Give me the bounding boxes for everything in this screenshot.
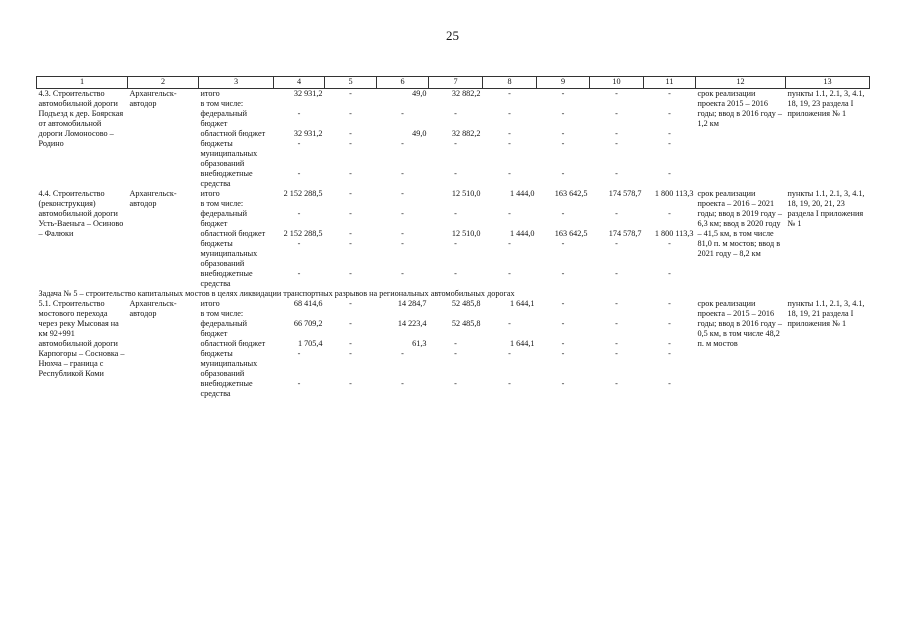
funding-source-label: в том числе:: [200, 99, 244, 108]
indicator-reference: пункты 1.1, 2.1, 3, 4.1, 18, 19, 23 раздела I приложения № 1: [787, 89, 865, 118]
funding-value: -: [561, 379, 565, 388]
funding-value: -: [508, 379, 511, 388]
funding-value: [537, 199, 590, 209]
funding-value: -: [668, 89, 671, 98]
funding-value: -: [668, 169, 671, 178]
funding-value: -: [349, 339, 352, 348]
funding-value: -: [508, 209, 511, 218]
column-header: 9: [537, 77, 590, 89]
funding-value: [483, 199, 537, 209]
funding-value: -: [508, 269, 511, 278]
funding-value: -: [401, 269, 404, 278]
funding-value: [644, 199, 696, 209]
funding-source-label: федеральный бюджет: [200, 319, 248, 338]
funding-value: [377, 309, 429, 319]
column-number-row: [37, 77, 870, 89]
funding-value: -: [454, 209, 457, 218]
funding-value: -: [668, 349, 671, 358]
funding-value: -: [668, 209, 671, 218]
measure-executor: Архангельск-автодор: [129, 299, 177, 318]
funding-value: 32 882,2: [451, 89, 481, 98]
funding-value: -: [349, 379, 352, 388]
funding-value: -: [454, 349, 457, 358]
funding-value: 1 800 113,3: [654, 189, 694, 198]
funding-value: -: [297, 239, 301, 248]
funding-value: -: [508, 109, 511, 118]
funding-value: [377, 99, 429, 109]
funding-value: -: [401, 349, 404, 358]
funding-value: 32 931,2: [293, 129, 323, 138]
funding-value: 1 444,0: [509, 189, 535, 198]
funding-value: -: [508, 349, 511, 358]
column-header: 3: [199, 77, 274, 89]
funding-value: -: [668, 299, 671, 308]
program-table: [36, 76, 870, 399]
funding-value: -: [401, 239, 404, 248]
funding-value: -: [349, 299, 352, 308]
funding-source-label: областной бюджет: [200, 229, 266, 238]
funding-value: 52 485,8: [451, 299, 481, 308]
funding-value: -: [668, 379, 671, 388]
funding-value: -: [297, 349, 301, 358]
funding-value: -: [349, 319, 352, 328]
funding-value: -: [349, 169, 352, 178]
funding-value: -: [349, 139, 352, 148]
funding-value: -: [615, 169, 618, 178]
funding-value: 49,0: [412, 89, 427, 98]
funding-value: [644, 99, 696, 109]
page-number: 25: [446, 28, 459, 43]
table-row: [37, 189, 870, 199]
funding-value: -: [401, 109, 404, 118]
funding-value: 2 152 288,5: [283, 229, 323, 238]
table-row: [37, 299, 870, 309]
funding-source-label: бюджеты муниципальных образований: [200, 349, 258, 378]
indicator-reference: пункты 1.1, 2.1, 3, 4.1, 18, 19, 20, 21, 23 раздела I приложения № 1: [787, 189, 865, 228]
funding-value: -: [297, 379, 301, 388]
funding-value: -: [401, 229, 404, 238]
expected-result: срок реализации проекта 2015 – 2016 годы; ввод в 2016 году – 1,2 км: [697, 89, 782, 128]
funding-value: -: [401, 139, 404, 148]
funding-value: [590, 99, 644, 109]
funding-value: [537, 99, 590, 109]
funding-value: [274, 199, 325, 209]
funding-value: -: [615, 319, 618, 328]
funding-source-label: в том числе:: [200, 309, 244, 318]
funding-value: -: [349, 229, 352, 238]
funding-source-label: итого: [200, 89, 220, 98]
funding-value: -: [615, 299, 618, 308]
funding-value: -: [508, 139, 511, 148]
funding-value: -: [668, 339, 671, 348]
funding-value: -: [349, 129, 352, 138]
funding-value: -: [668, 139, 671, 148]
funding-source-label: внебюджетные средства: [200, 269, 253, 288]
column-header: 12: [696, 77, 786, 89]
funding-value: [429, 199, 483, 209]
column-header: 1: [37, 77, 128, 89]
funding-value: -: [508, 319, 511, 328]
funding-value: 1 444,0: [509, 229, 535, 238]
funding-value: 163 642,5: [554, 189, 588, 198]
funding-value: 1 644,1: [509, 299, 535, 308]
funding-value: 14 223,4: [397, 319, 427, 328]
funding-source-label: федеральный бюджет: [200, 209, 248, 228]
funding-value: -: [454, 239, 457, 248]
funding-value: 61,3: [412, 339, 427, 348]
funding-value: 52 485,8: [451, 319, 481, 328]
funding-value: -: [615, 349, 618, 358]
funding-value: -: [615, 209, 618, 218]
funding-value: -: [349, 239, 352, 248]
funding-value: [537, 309, 590, 319]
funding-value: -: [561, 89, 565, 98]
funding-value: -: [561, 169, 565, 178]
column-header: 11: [644, 77, 696, 89]
funding-value: -: [668, 109, 671, 118]
funding-value: -: [561, 139, 565, 148]
funding-value: -: [615, 139, 618, 148]
funding-value: -: [561, 299, 565, 308]
funding-value: 1 800 113,3: [654, 229, 694, 238]
funding-value: [590, 199, 644, 209]
funding-value: -: [349, 209, 352, 218]
funding-source-label: бюджеты муниципальных образований: [200, 239, 258, 268]
funding-value: -: [454, 339, 457, 348]
column-header: 7: [429, 77, 483, 89]
measure-executor: Архангельск-автодор: [129, 189, 177, 208]
measure-title: 4.3. Строительство автомобильной дороги Подъезд к дер. Боярская от автомобильной дороги Ломоносово – Родино: [38, 89, 124, 148]
table-row: [37, 89, 870, 100]
funding-value: [274, 309, 325, 319]
funding-value: [483, 309, 537, 319]
funding-value: -: [668, 129, 671, 138]
funding-value: 14 284,7: [397, 299, 427, 308]
funding-value: [274, 99, 325, 109]
funding-value: [325, 199, 377, 209]
column-header: 8: [483, 77, 537, 89]
funding-value: -: [454, 109, 457, 118]
funding-value: -: [615, 129, 618, 138]
funding-value: -: [615, 109, 618, 118]
funding-value: -: [401, 169, 404, 178]
funding-source-label: бюджеты муниципальных образований: [200, 139, 258, 168]
expected-result: срок реализации проекта – 2016 – 2021 годы; ввод в 2019 году – 6,3 км; ввод в 2020 году – 41,5 км, в том числе 81,0 п. м мостов; ввод в 2021 году – 8,2 км: [697, 189, 782, 258]
funding-value: 32 931,2: [293, 89, 323, 98]
column-header: 10: [590, 77, 644, 89]
funding-value: 66 709,2: [293, 319, 323, 328]
funding-source-label: итого: [200, 189, 220, 198]
funding-value: -: [401, 209, 404, 218]
measure-title: 5.1. Строительство мостового перехода через реку Мысовая на км 92+991 автомобильной дороги Карпогоры – Сосновка – Нюхча – граница с Республикой Коми: [38, 299, 125, 378]
funding-value: -: [508, 239, 511, 248]
funding-value: -: [561, 269, 565, 278]
funding-value: -: [668, 239, 671, 248]
indicator-reference: пункты 1.1, 2.1, 3, 4.1, 18, 19, 21 раздела I приложения № 1: [787, 299, 865, 328]
funding-value: -: [615, 89, 618, 98]
funding-value: 174 578,7: [608, 189, 642, 198]
funding-value: -: [454, 379, 457, 388]
funding-value: 49,0: [412, 129, 427, 138]
funding-value: 163 642,5: [554, 229, 588, 238]
funding-source-label: внебюджетные средства: [200, 379, 253, 398]
funding-value: -: [561, 209, 565, 218]
funding-value: -: [508, 89, 511, 98]
funding-value: -: [561, 239, 565, 248]
funding-value: -: [561, 339, 565, 348]
funding-value: -: [349, 269, 352, 278]
measure-title: 4.4. Строительство (реконструкция) автомобильной дороги Усть-Ваеньга – Осиново – Фалюки: [38, 189, 124, 238]
funding-value: -: [454, 139, 457, 148]
funding-source-label: областной бюджет: [200, 339, 266, 348]
funding-value: -: [615, 269, 618, 278]
funding-value: -: [401, 189, 404, 198]
funding-source-label: в том числе:: [200, 199, 244, 208]
funding-value: -: [349, 109, 352, 118]
funding-value: [483, 99, 537, 109]
funding-value: -: [615, 379, 618, 388]
funding-source-label: областной бюджет: [200, 129, 266, 138]
funding-value: -: [668, 319, 671, 328]
measure-executor: Архангельск-автодор: [129, 89, 177, 108]
funding-value: -: [561, 109, 565, 118]
funding-value: [325, 309, 377, 319]
funding-value: -: [297, 209, 301, 218]
funding-value: -: [454, 169, 457, 178]
funding-value: -: [349, 89, 352, 98]
funding-value: -: [561, 319, 565, 328]
column-header: 4: [274, 77, 325, 89]
funding-value: [377, 199, 429, 209]
column-header: 6: [377, 77, 429, 89]
funding-value: 68 414,6: [293, 299, 323, 308]
funding-value: -: [508, 169, 511, 178]
funding-source-label: федеральный бюджет: [200, 109, 248, 128]
funding-value: 1 705,4: [297, 339, 323, 348]
funding-value: -: [297, 269, 301, 278]
funding-source-label: итого: [200, 299, 220, 308]
funding-value: 1 644,1: [509, 339, 535, 348]
funding-value: 2 152 288,5: [283, 189, 323, 198]
funding-value: [429, 99, 483, 109]
funding-value: [644, 309, 696, 319]
funding-value: -: [454, 269, 457, 278]
column-header: 5: [325, 77, 377, 89]
funding-value: -: [615, 339, 618, 348]
task-heading: Задача № 5 – строительство капитальных мостов в целях ликвидации транспортных разрывов на региональных автомобильных дорогах: [38, 289, 515, 298]
funding-value: -: [508, 129, 511, 138]
funding-value: -: [668, 269, 671, 278]
funding-value: 174 578,7: [608, 229, 642, 238]
funding-value: -: [297, 139, 301, 148]
funding-value: -: [297, 109, 301, 118]
funding-value: -: [561, 129, 565, 138]
column-header: 2: [128, 77, 199, 89]
funding-value: -: [561, 349, 565, 358]
funding-value: 12 510,0: [451, 189, 481, 198]
funding-value: [325, 99, 377, 109]
expected-result: срок реализации проекта – 2015 – 2016 годы; ввод в 2016 году – 0,5 км, в том числе 48,2 п. м мостов: [697, 299, 782, 348]
funding-value: -: [349, 189, 352, 198]
funding-value: [590, 309, 644, 319]
funding-value: -: [401, 379, 404, 388]
funding-source-label: внебюджетные средства: [200, 169, 253, 188]
funding-value: -: [615, 239, 618, 248]
column-header: 13: [786, 77, 870, 89]
funding-value: [429, 309, 483, 319]
funding-value: -: [349, 349, 352, 358]
funding-value: -: [297, 169, 301, 178]
funding-value: 12 510,0: [451, 229, 481, 238]
funding-value: 32 882,2: [451, 129, 481, 138]
task-heading-row: [37, 289, 870, 299]
